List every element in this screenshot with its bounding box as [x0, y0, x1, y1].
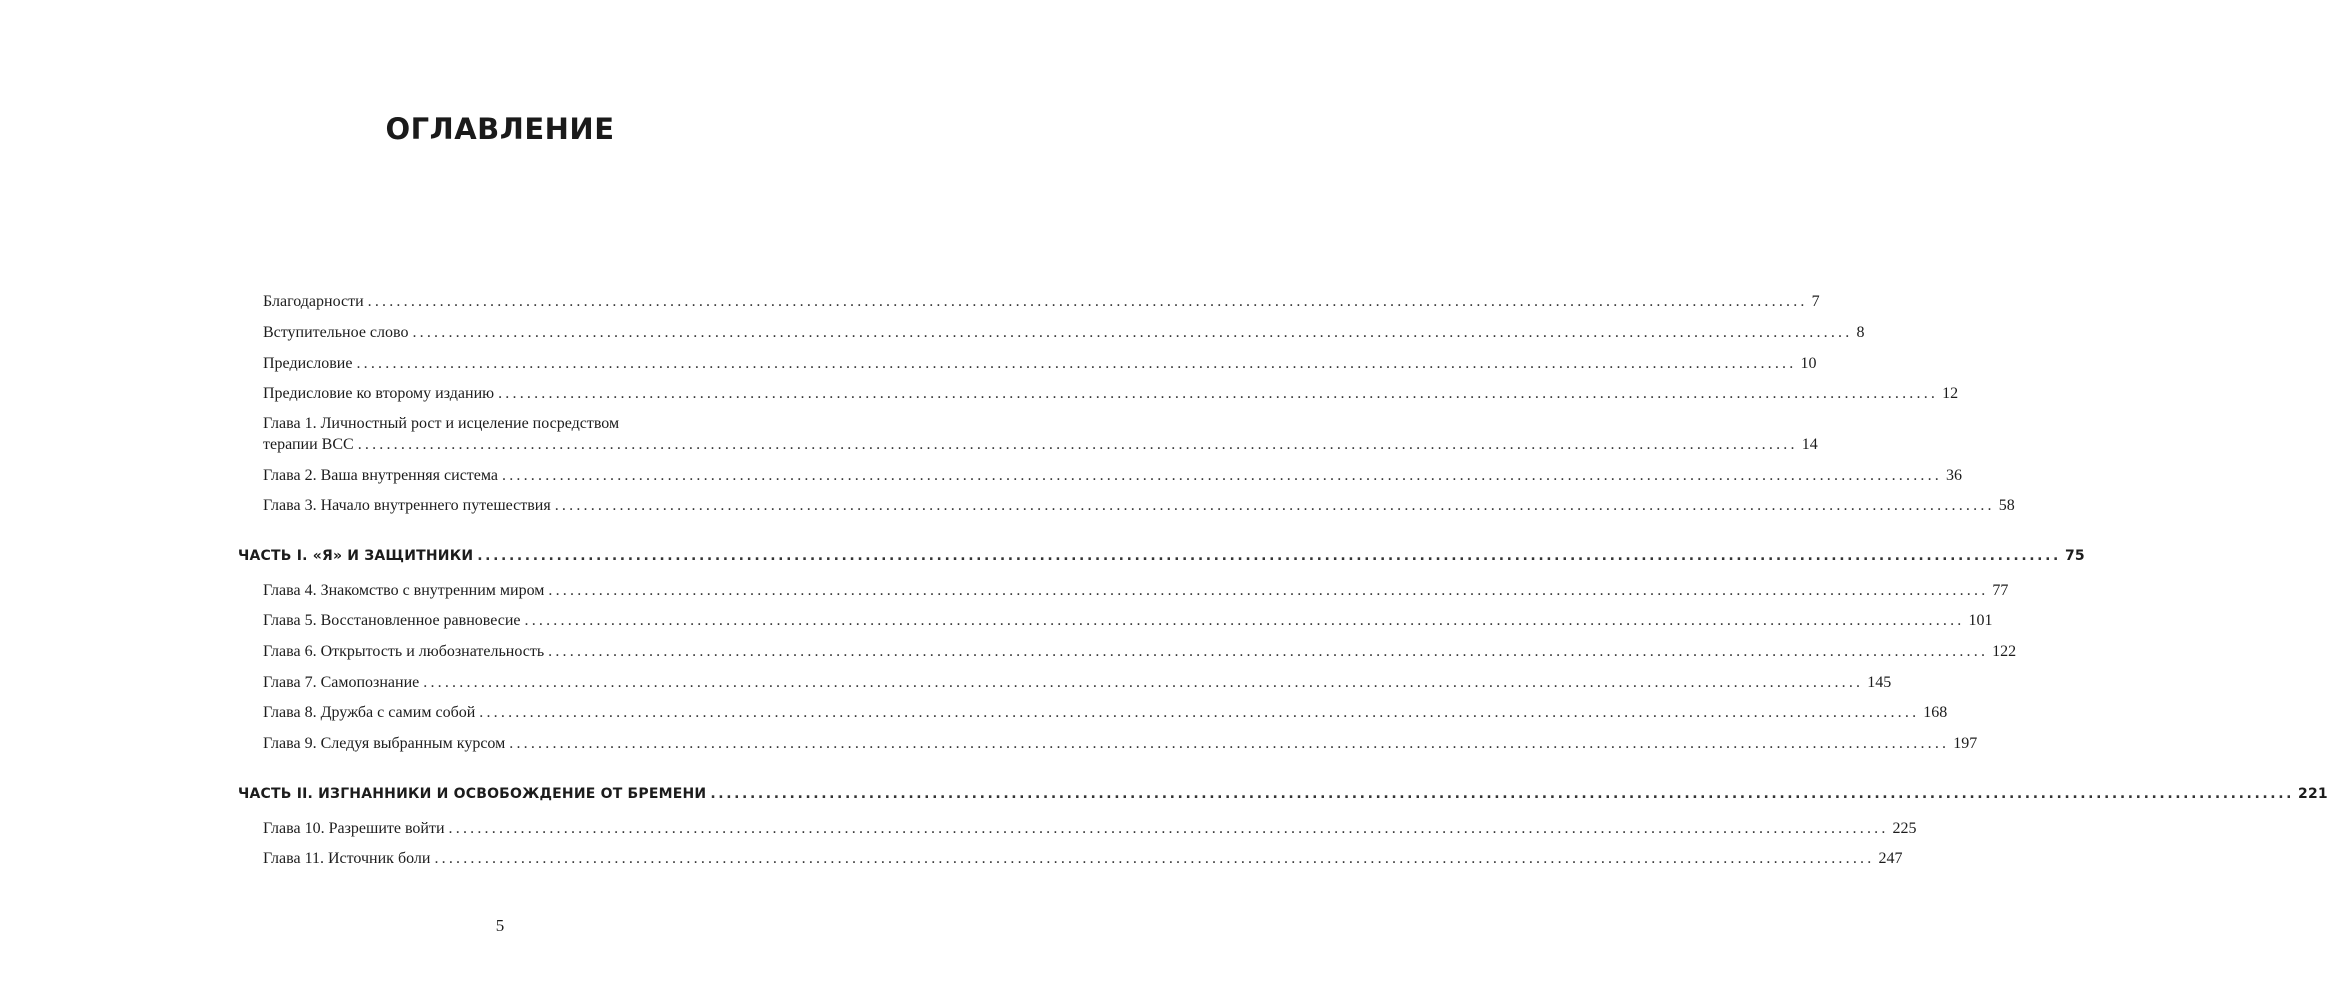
toc-entry-page: 36 [1946, 467, 1962, 484]
toc-entry-label: Глава 9. Следуя выбранным курсом [263, 735, 506, 752]
dot-leader: ........................................................................................................................................................................................................ [356, 355, 1797, 372]
toc-entry-label: Глава 7. Самопознание [263, 674, 420, 691]
toc-entry-chapter-1[interactable] [263, 435, 1818, 455]
toc-entry-preface-second-edition[interactable] [263, 384, 1959, 404]
toc-entry-chapter-6[interactable] [263, 642, 2017, 662]
toc-entry-label: терапии ВСС [263, 436, 354, 453]
toc-entry-page: 58 [1998, 497, 2015, 514]
toc-entry-chapter-3[interactable] [263, 496, 2015, 516]
dot-leader: ........................................................................................................................................................................................................ [498, 385, 1939, 402]
toc-entry-page: 77 [1992, 582, 2009, 599]
toc-entry-chapter-9[interactable] [263, 734, 1978, 754]
toc-entry-page: 145 [1867, 674, 1892, 691]
toc-entry-label: Глава 2. Ваша внутренняя система [263, 467, 498, 484]
toc-entry-preface[interactable] [263, 354, 1817, 374]
toc-entry-label: Предисловие ко второму изданию [263, 385, 495, 402]
toc-part-label: ЧАСТЬ II. ИЗГНАННИКИ И ОСВОБОЖДЕНИЕ ОТ БРЕМЕНИ [238, 786, 707, 802]
toc-part-page: 75 [2064, 548, 2085, 564]
toc-entry-label: Глава 3. Начало внутреннего путешествия [263, 497, 551, 514]
toc-entry-page: 8 [1856, 324, 1865, 341]
toc-entry-label: Глава 4. Знакомство с внутренним миром [263, 582, 545, 599]
toc-entry-acknowledgements[interactable] [263, 292, 1820, 312]
toc-entry-chapter-8[interactable] [263, 703, 1948, 723]
dot-leader: ........................................................................................................................................................................................................ [502, 467, 1942, 484]
toc-entry-label: Вступительное слово [263, 324, 409, 341]
dot-leader: ........................................................................................................................................................................................................ [434, 850, 1875, 867]
toc-entry-label: Глава 8. Дружба с самим собой [263, 704, 476, 721]
dot-leader: ........................................................................................................................................................................................................ [710, 786, 2295, 802]
dot-leader: ........................................................................................................................................................................................................ [448, 820, 1889, 837]
toc-entry-page: 12 [1942, 385, 1959, 402]
toc-part-2[interactable] [238, 784, 2328, 804]
toc-entry-chapter-1-line1[interactable]: Глава 1. Личностный рост и исцеление посредством [263, 415, 620, 432]
toc-entry-chapter-11[interactable] [263, 849, 1903, 869]
toc-part-page: 221 [2298, 786, 2328, 802]
dot-leader: ........................................................................................................................................................................................................ [524, 612, 1965, 629]
toc-entry-page: 14 [1801, 436, 1818, 453]
toc-entry-page: 247 [1878, 850, 1903, 867]
toc-entry-label: Предисловие [263, 355, 353, 372]
dot-leader: ........................................................................................................................................................................................................ [479, 704, 1920, 721]
dot-leader: ........................................................................................................................................................................................................ [357, 436, 1798, 453]
toc-entry-label: Благодарности [263, 293, 364, 310]
dot-leader: ........................................................................................................................................................................................................ [554, 497, 1995, 514]
toc-entry-page: 10 [1800, 355, 1817, 372]
toc-entry-chapter-2[interactable] [263, 466, 1962, 486]
dot-leader: ........................................................................................................................................................................................................ [548, 582, 1989, 599]
toc-entry-page: 122 [1992, 643, 2017, 660]
toc-entry-chapter-5[interactable] [263, 611, 1993, 631]
dot-leader: ........................................................................................................................................................................................................ [509, 735, 1950, 752]
toc-entry-label: Глава 10. Разрешите войти [263, 820, 445, 837]
toc-entry-page: 225 [1892, 820, 1917, 837]
toc-entry-label: Глава 11. Источник боли [263, 850, 431, 867]
dot-leader: ........................................................................................................................................................................................................ [412, 324, 1853, 341]
dot-leader: ........................................................................................................................................................................................................ [548, 643, 1989, 660]
toc-part-label: ЧАСТЬ I. «Я» И ЗАЩИТНИКИ [238, 548, 474, 564]
dot-leader: ........................................................................................................................................................................................................ [367, 293, 1808, 310]
page-title: ОГЛАВЛЕНИЕ [385, 112, 615, 146]
dot-leader: ........................................................................................................................................................................................................ [477, 548, 2061, 564]
toc-entry-chapter-7[interactable] [263, 673, 1892, 693]
toc-entry-page: 168 [1923, 704, 1948, 721]
dot-leader: ........................................................................................................................................................................................................ [423, 674, 1864, 691]
toc-entry-label: Глава 5. Восстановленное равновесие [263, 612, 521, 629]
page-number: 5 [495, 916, 505, 935]
toc-entry-chapter-4[interactable] [263, 581, 2009, 601]
toc-entry-page: 101 [1968, 612, 1993, 629]
toc-entry-chapter-10[interactable] [263, 819, 1917, 839]
toc-entry-label: Глава 6. Открытость и любознательность [263, 643, 545, 660]
toc-entry-page: 7 [1811, 293, 1820, 310]
toc-entry-introduction[interactable] [263, 323, 1865, 343]
toc-entry-page: 197 [1953, 735, 1978, 752]
toc-part-1[interactable] [238, 546, 2085, 566]
